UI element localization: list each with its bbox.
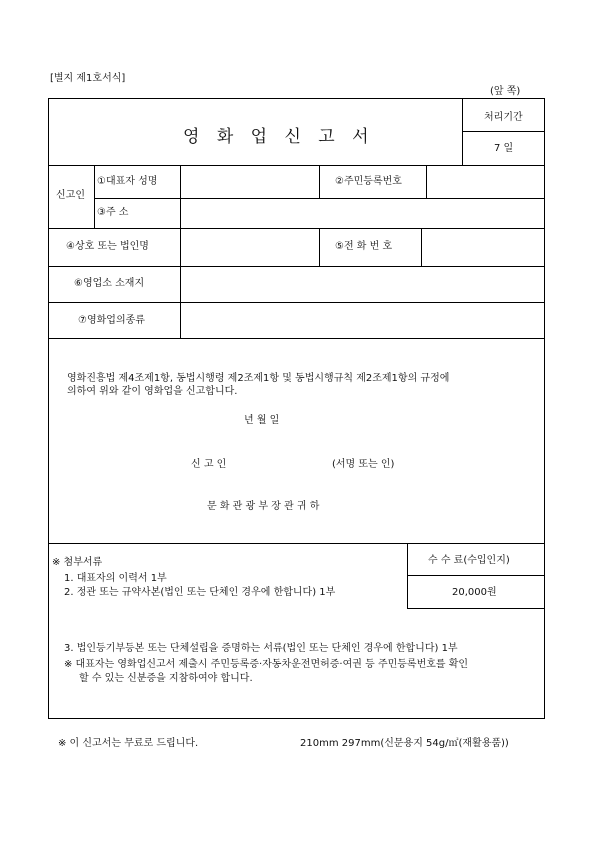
row-divider — [48, 338, 545, 339]
attachments-header: ※ 첨부서류 — [52, 557, 103, 568]
row-divider — [48, 543, 545, 544]
attachment-item-2: 2. 정관 또는 규약사본(법인 또는 단체인 경우에 한합니다) 1부 — [64, 587, 336, 598]
col-divider — [421, 228, 422, 266]
row-divider — [48, 266, 545, 267]
date-line: 년 월 일 — [244, 415, 280, 426]
business-name-label: ④상호 또는 법인명 — [66, 241, 149, 252]
col-divider — [319, 165, 320, 198]
row-divider — [48, 302, 545, 303]
col-divider — [319, 228, 320, 266]
rep-name-label: ①대표자 성명 — [97, 176, 158, 187]
address-label: ③주 소 — [97, 207, 129, 218]
row-divider — [407, 575, 545, 576]
form-title: 영 화 업 신 고 서 — [183, 127, 375, 147]
col-divider — [94, 165, 95, 228]
row-divider — [94, 198, 545, 199]
col-divider — [180, 165, 181, 338]
applicant-sign-label: 신 고 인 — [191, 459, 227, 470]
applicant-group-label: 신고인 — [56, 190, 85, 201]
business-type-label: ⑦영화업의종류 — [78, 315, 145, 326]
col-divider — [426, 165, 427, 198]
attachment-note-2: 할 수 있는 신분증을 지참하여야 합니다. — [79, 673, 253, 684]
resident-no-label: ②주민등록번호 — [335, 176, 402, 187]
form-border — [48, 98, 545, 719]
statement-line-1: 영화진흥법 제4조제1항, 동법시행령 제2조제1항 및 동법시행규칙 제2조제1항의 규정에 — [67, 373, 450, 384]
row-divider — [462, 131, 545, 132]
paper-spec: 210mm 297mm(신문용지 54g/㎡(재활용품)) — [300, 738, 509, 749]
fee-value: 20,000원 — [452, 587, 497, 598]
row-divider — [407, 608, 545, 609]
col-divider — [462, 98, 463, 165]
page-side-note: (앞 쪽) — [490, 86, 521, 97]
free-note: ※ 이 신고서는 무료로 드립니다. — [58, 738, 199, 749]
phone-label: ⑤전 화 번 호 — [335, 241, 393, 252]
col-divider — [407, 543, 408, 608]
addressee: 문 화 관 광 부 장 관 귀 하 — [207, 501, 320, 512]
signature-note: (서명 또는 인) — [332, 459, 395, 470]
attachment-note-1: ※ 대표자는 영화업신고서 제출시 주민등록증·자동차운전면허증·여권 등 주민등록번호를 확인 — [64, 659, 469, 670]
row-divider — [48, 228, 545, 229]
attachment-item-3: 3. 법인등기부등본 또는 단체설립을 증명하는 서류(법인 또는 단체인 경우에 한합니다) 1부 — [64, 643, 458, 654]
processing-label: 처리기간 — [484, 112, 523, 123]
fee-label: 수 수 료(수입인지) — [428, 555, 510, 566]
location-label: ⑥영업소 소재지 — [74, 278, 145, 289]
form-number: [별지 제1호서식] — [50, 73, 126, 84]
attachment-item-1: 1. 대표자의 이력서 1부 — [64, 573, 167, 584]
processing-value: 7 일 — [494, 143, 514, 154]
statement-line-2: 의하여 위와 같이 영화업을 신고합니다. — [67, 386, 238, 397]
row-divider — [48, 165, 545, 166]
